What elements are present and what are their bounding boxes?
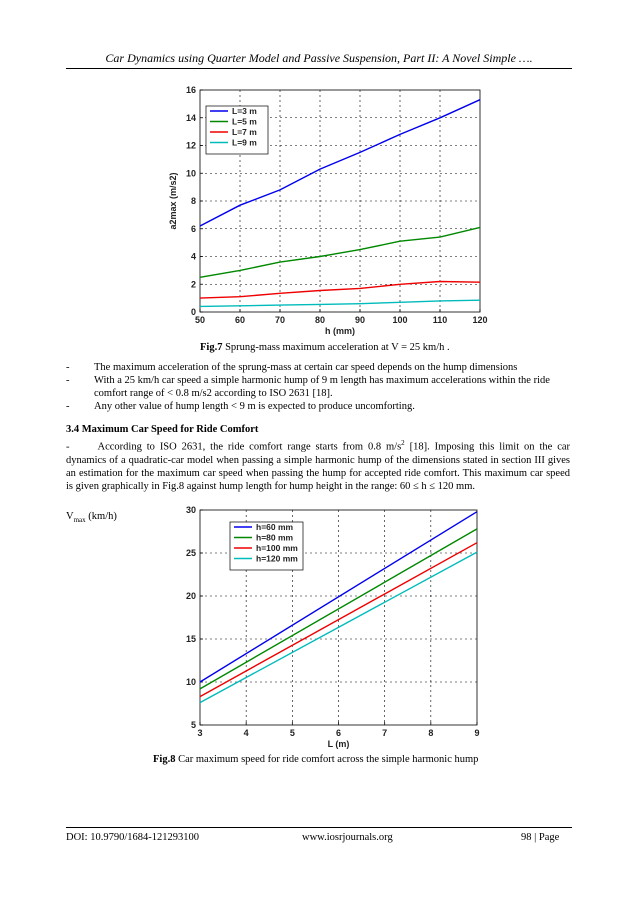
paragraph-superscript: 2 xyxy=(401,439,405,447)
footer-page-number: 98 | Page xyxy=(521,832,560,843)
y-tick-label: 10 xyxy=(185,677,196,687)
series-line-2 xyxy=(200,227,480,277)
series-line-4 xyxy=(200,300,480,306)
bullet-item-3 xyxy=(66,400,568,413)
figure-7-caption-label: Fig.7 xyxy=(200,342,223,353)
bullet-text: With a 25 km/h car speed a simple harmonic hump of 9 m length has maximum accelerations within the ride comfort range of < 0.8 m/s2 according to ISO 2631 [18]. xyxy=(94,375,550,399)
x-tick-label: 3 xyxy=(197,728,203,738)
figure-7-chart xyxy=(160,76,500,344)
paragraph-text-2: [18]. Imposing this limit on the car dynamics of a quadratic-car model when passing a simple harmonic hump of the dimensions stated in section III gives an estimation for the maximum car speed when passing the hump for accepted ride comfort. This maximum car speed is given graphically in Fig.8 against hump length for hump height in the range: 60 ≤ h ≤ 120 mm. xyxy=(66,441,571,493)
x-tick-label: 90 xyxy=(354,315,366,325)
vmax-label-sub: max xyxy=(73,516,86,525)
x-tick-label: 100 xyxy=(392,315,408,325)
legend-label-3: L=7 m xyxy=(232,127,257,137)
y-tick-label: 14 xyxy=(185,112,196,123)
x-tick-label: 110 xyxy=(432,315,448,325)
y-tick-label: 8 xyxy=(190,196,196,206)
vmax-label-main: V xyxy=(66,511,74,522)
legend-label-2: L=5 m xyxy=(232,116,257,127)
y-tick-label: 0 xyxy=(190,307,196,317)
legend-label-2: h=80 mm xyxy=(256,532,294,543)
x-tick-label: 7 xyxy=(382,728,388,738)
footer-rule xyxy=(66,827,572,828)
figure-8-caption xyxy=(153,754,478,765)
x-axis-label: h (mm) xyxy=(325,326,355,336)
bullet-dash: - xyxy=(66,401,70,412)
vmax-axis-label xyxy=(66,511,117,524)
x-tick-label: 70 xyxy=(274,315,286,325)
bullet-item-1 xyxy=(66,361,568,374)
y-tick-label: 16 xyxy=(185,85,196,95)
x-tick-label: 50 xyxy=(194,315,206,325)
figure-8-chart xyxy=(170,502,490,754)
running-header: Car Dynamics using Quarter Model and Passive Suspension, Part II: A Novel Simple …. xyxy=(105,51,533,65)
section-paragraph xyxy=(66,437,570,493)
bullet-text: The maximum acceleration of the sprung-mass at certain car speed depends on the hump dimensions xyxy=(94,362,518,373)
legend-label-1: h=60 mm xyxy=(256,522,294,532)
y-tick-label: 6 xyxy=(190,223,196,234)
footer-website: www.iosrjournals.org xyxy=(302,832,393,843)
footer-doi: DOI: 10.9790/1684-121293100 xyxy=(66,832,199,843)
x-tick-label: 60 xyxy=(234,315,246,325)
paragraph-text-1: According to ISO 2631, the ride comfort range starts from 0.8 m/s xyxy=(97,441,402,453)
figure-8-caption-label: Fig.8 xyxy=(153,754,176,765)
y-tick-label: 30 xyxy=(185,505,196,515)
figure-7-caption xyxy=(200,342,450,353)
legend-label-1: L=3 m xyxy=(232,106,257,116)
y-tick-label: 10 xyxy=(185,168,196,179)
y-axis-label: a2max (m/s2) xyxy=(168,172,178,230)
x-tick-label: 80 xyxy=(314,315,326,325)
x-axis-label: L (m) xyxy=(327,739,350,749)
bullet-dash: - xyxy=(66,362,70,373)
vmax-label-rest: (km/h) xyxy=(85,511,117,522)
x-tick-label: 9 xyxy=(474,728,480,738)
bullet-text: Any other value of hump length < 9 m is expected to produce uncomforting. xyxy=(94,401,415,412)
y-tick-label: 25 xyxy=(185,548,196,558)
bullet-dash: - xyxy=(66,375,70,386)
y-tick-label: 5 xyxy=(190,720,196,730)
y-tick-label: 2 xyxy=(190,279,196,290)
bullet-item-2 xyxy=(66,374,568,400)
paragraph-dash: - xyxy=(66,441,70,453)
legend-label-3: h=100 mm xyxy=(256,543,298,553)
legend-label-4: L=9 m xyxy=(232,137,257,148)
figure-7-caption-text: Sprung-mass maximum acceleration at V = 25 km/h . xyxy=(222,342,450,353)
y-tick-label: 12 xyxy=(185,140,196,151)
y-tick-label: 4 xyxy=(190,251,196,262)
section-title: 3.4 Maximum Car Speed for Ride Comfort xyxy=(66,424,259,435)
figure-8-caption-text: Car maximum speed for ride comfort across the simple harmonic hump xyxy=(175,754,479,765)
x-tick-label: 6 xyxy=(335,728,342,738)
x-tick-label: 5 xyxy=(289,728,295,738)
x-tick-label: 4 xyxy=(243,728,249,738)
legend-label-4: h=120 mm xyxy=(256,553,298,564)
x-tick-label: 8 xyxy=(428,728,434,738)
y-tick-label: 15 xyxy=(185,634,196,644)
header-rule xyxy=(66,68,572,69)
x-tick-label: 120 xyxy=(472,315,488,325)
y-tick-label: 20 xyxy=(185,591,196,601)
